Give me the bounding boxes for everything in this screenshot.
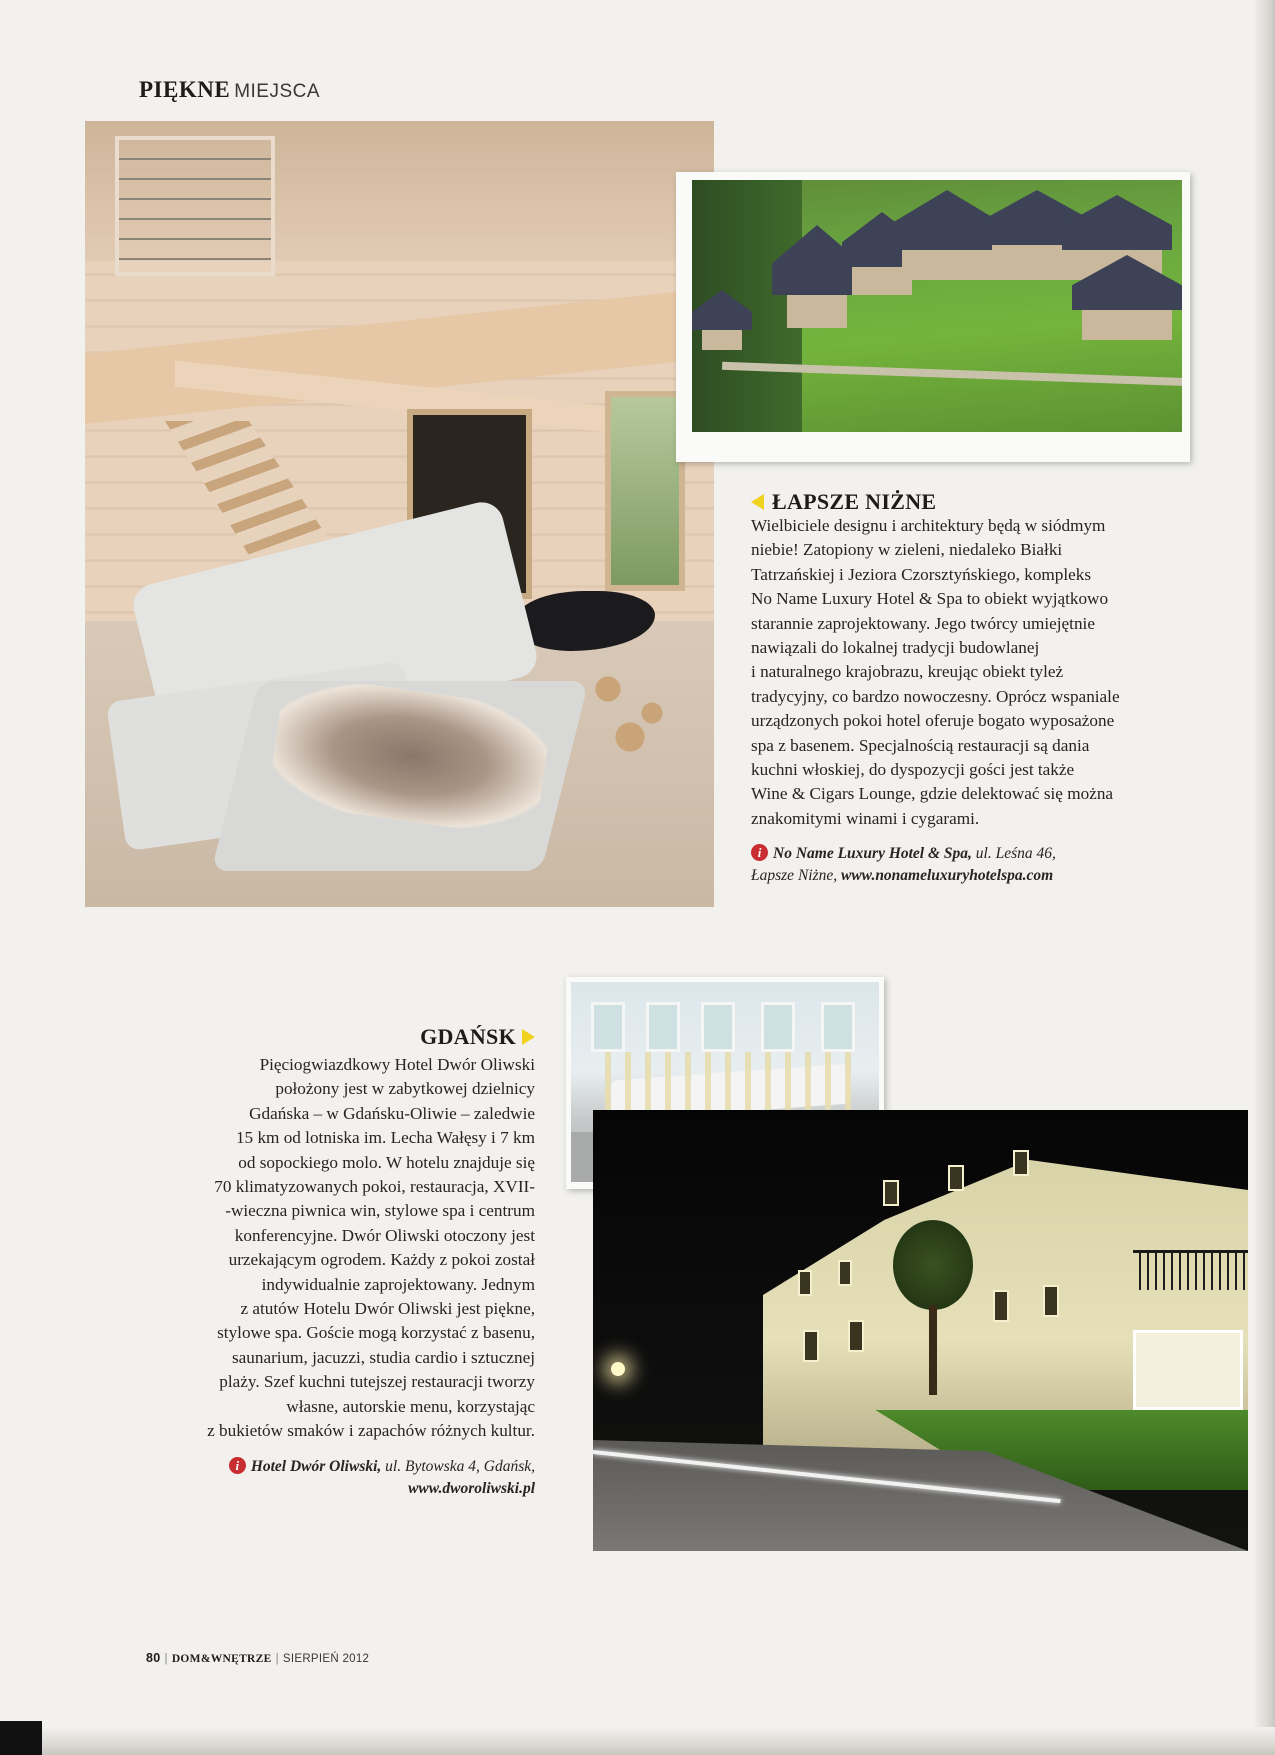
photo-aerial-hotel-complex xyxy=(692,180,1182,432)
info-gdansk xyxy=(229,1456,535,1500)
text-line: 70 klimatyzowanych pokoi, restauracja, XVII- xyxy=(214,1177,535,1197)
article-lapsze xyxy=(751,514,1120,831)
text-line: Wielbiciele designu i architektury będą w siódmym xyxy=(751,516,1106,535)
section-header xyxy=(139,77,320,103)
text-line: urządzonych pokoi hotel oferuje bogato wyposażone xyxy=(751,711,1115,731)
text-line: No Name Luxury Hotel & Spa to obiekt wyjątkowo xyxy=(751,589,1109,609)
heading-gdansk-text: GDAŃSK xyxy=(420,1024,516,1049)
info-gdansk-name: Hotel Dwór Oliwski, xyxy=(250,1458,382,1475)
text-line: Tatrzańskiej i Jeziora Czorsztyńskiego, kompleks xyxy=(751,564,1092,584)
text-line: znakomitymi winami i cygarami. xyxy=(751,808,980,828)
page-number: 80 xyxy=(146,1651,161,1665)
issue-date: SIERPIEŃ 2012 xyxy=(282,1653,370,1665)
info-lapsze-city: Łapsze Niżne, xyxy=(751,867,838,884)
text-line: z bukietów smaków i zapachów różnych kultur. xyxy=(207,1421,535,1441)
text-line: starannie zaprojektowany. Jego twórcy umiejętnie xyxy=(751,613,1095,633)
text-line: Wine & Cigars Lounge, gdzie delektować się można xyxy=(751,784,1114,804)
page-footer: 80 | DOM&WNĘTRZE | SIERPIEŃ 2012 xyxy=(146,1651,370,1665)
text-line: urzekającym ogrodem. Każdy z pokoi został xyxy=(228,1250,535,1270)
section-header-light: MIEJSCA xyxy=(234,81,321,102)
text-line: -wieczna piwnica win, stylowe spa i centrum xyxy=(225,1201,535,1221)
info-lapsze-url[interactable]: www.nonameluxuryhotelspa.com xyxy=(841,867,1054,884)
page-edge-shadow xyxy=(1253,0,1275,1755)
text-line: Gdańska – w Gdańsku-Oliwie – zaledwie xyxy=(249,1103,535,1123)
text-line: konferencyjne. Dwór Oliwski otoczony jest xyxy=(234,1225,535,1245)
info-lapsze-name: No Name Luxury Hotel & Spa, xyxy=(773,845,972,862)
magazine-name: DOM&WNĘTRZE xyxy=(171,1653,272,1665)
text-line: z atutów Hotelu Dwór Oliwski jest piękne, xyxy=(240,1299,535,1319)
text-line: nawiązali do lokalnej tradycji budowlanej xyxy=(751,638,1040,658)
text-line: kuchni włoskiej, do dyspozycji gości jest także xyxy=(751,760,1075,780)
info-icon: i xyxy=(229,1457,246,1474)
text-line: 15 km od lotniska im. Lecha Wałęsy i 7 km xyxy=(235,1128,535,1148)
info-icon: i xyxy=(751,844,768,861)
text-line: tradycyjny, co bardzo nowoczesny. Oprócz wspaniale xyxy=(751,686,1120,706)
photo-interior-living-room xyxy=(85,121,714,907)
text-line: Pięciogwiazdkowy Hotel Dwór Oliwski xyxy=(259,1055,535,1074)
info-gdansk-url[interactable]: www.dworoliwski.pl xyxy=(408,1480,535,1497)
info-lapsze-address: ul. Leśna 46, xyxy=(975,845,1056,862)
text-line: i naturalnego krajobrazu, kreując obiekt tyleż xyxy=(751,662,1064,682)
info-lapsze xyxy=(751,843,1056,887)
text-line: położony jest w zabytkowej dzielnicy xyxy=(275,1079,535,1099)
page-bottom-shadow xyxy=(0,1727,1275,1755)
text-line: indywidualnie zaprojektowany. Jednym xyxy=(261,1274,535,1294)
text-line: niebie! Zatopiony w zieleni, niedaleko Białki xyxy=(751,540,1063,560)
text-line: stylowe spa. Goście mogą korzystać z basenu, xyxy=(217,1323,535,1343)
scan-corner xyxy=(0,1721,42,1755)
article-gdansk xyxy=(207,1053,535,1444)
info-gdansk-address: ul. Bytowska 4, Gdańsk, xyxy=(385,1458,535,1475)
text-line: plaży. Szef kuchni tutejszej restauracji tworzy xyxy=(219,1372,535,1392)
section-header-bold: PIĘKNE xyxy=(139,77,231,102)
text-line: od sopockiego molo. W hotelu znajduje się xyxy=(238,1152,535,1172)
text-line: saunarium, jacuzzi, studia cardio i sztucznej xyxy=(231,1347,535,1367)
text-line: spa z basenem. Specjalnością restauracji są dania xyxy=(751,735,1090,755)
photo-hotel-night xyxy=(593,1110,1248,1551)
heading-lapsze-text: ŁAPSZE NIŻNE xyxy=(772,489,937,514)
heading-lapsze xyxy=(751,489,936,515)
arrow-right-icon xyxy=(522,1029,535,1045)
text-line: własne, autorskie menu, korzystając xyxy=(286,1396,535,1416)
heading-gdansk xyxy=(420,1024,535,1050)
arrow-left-icon xyxy=(751,494,764,510)
